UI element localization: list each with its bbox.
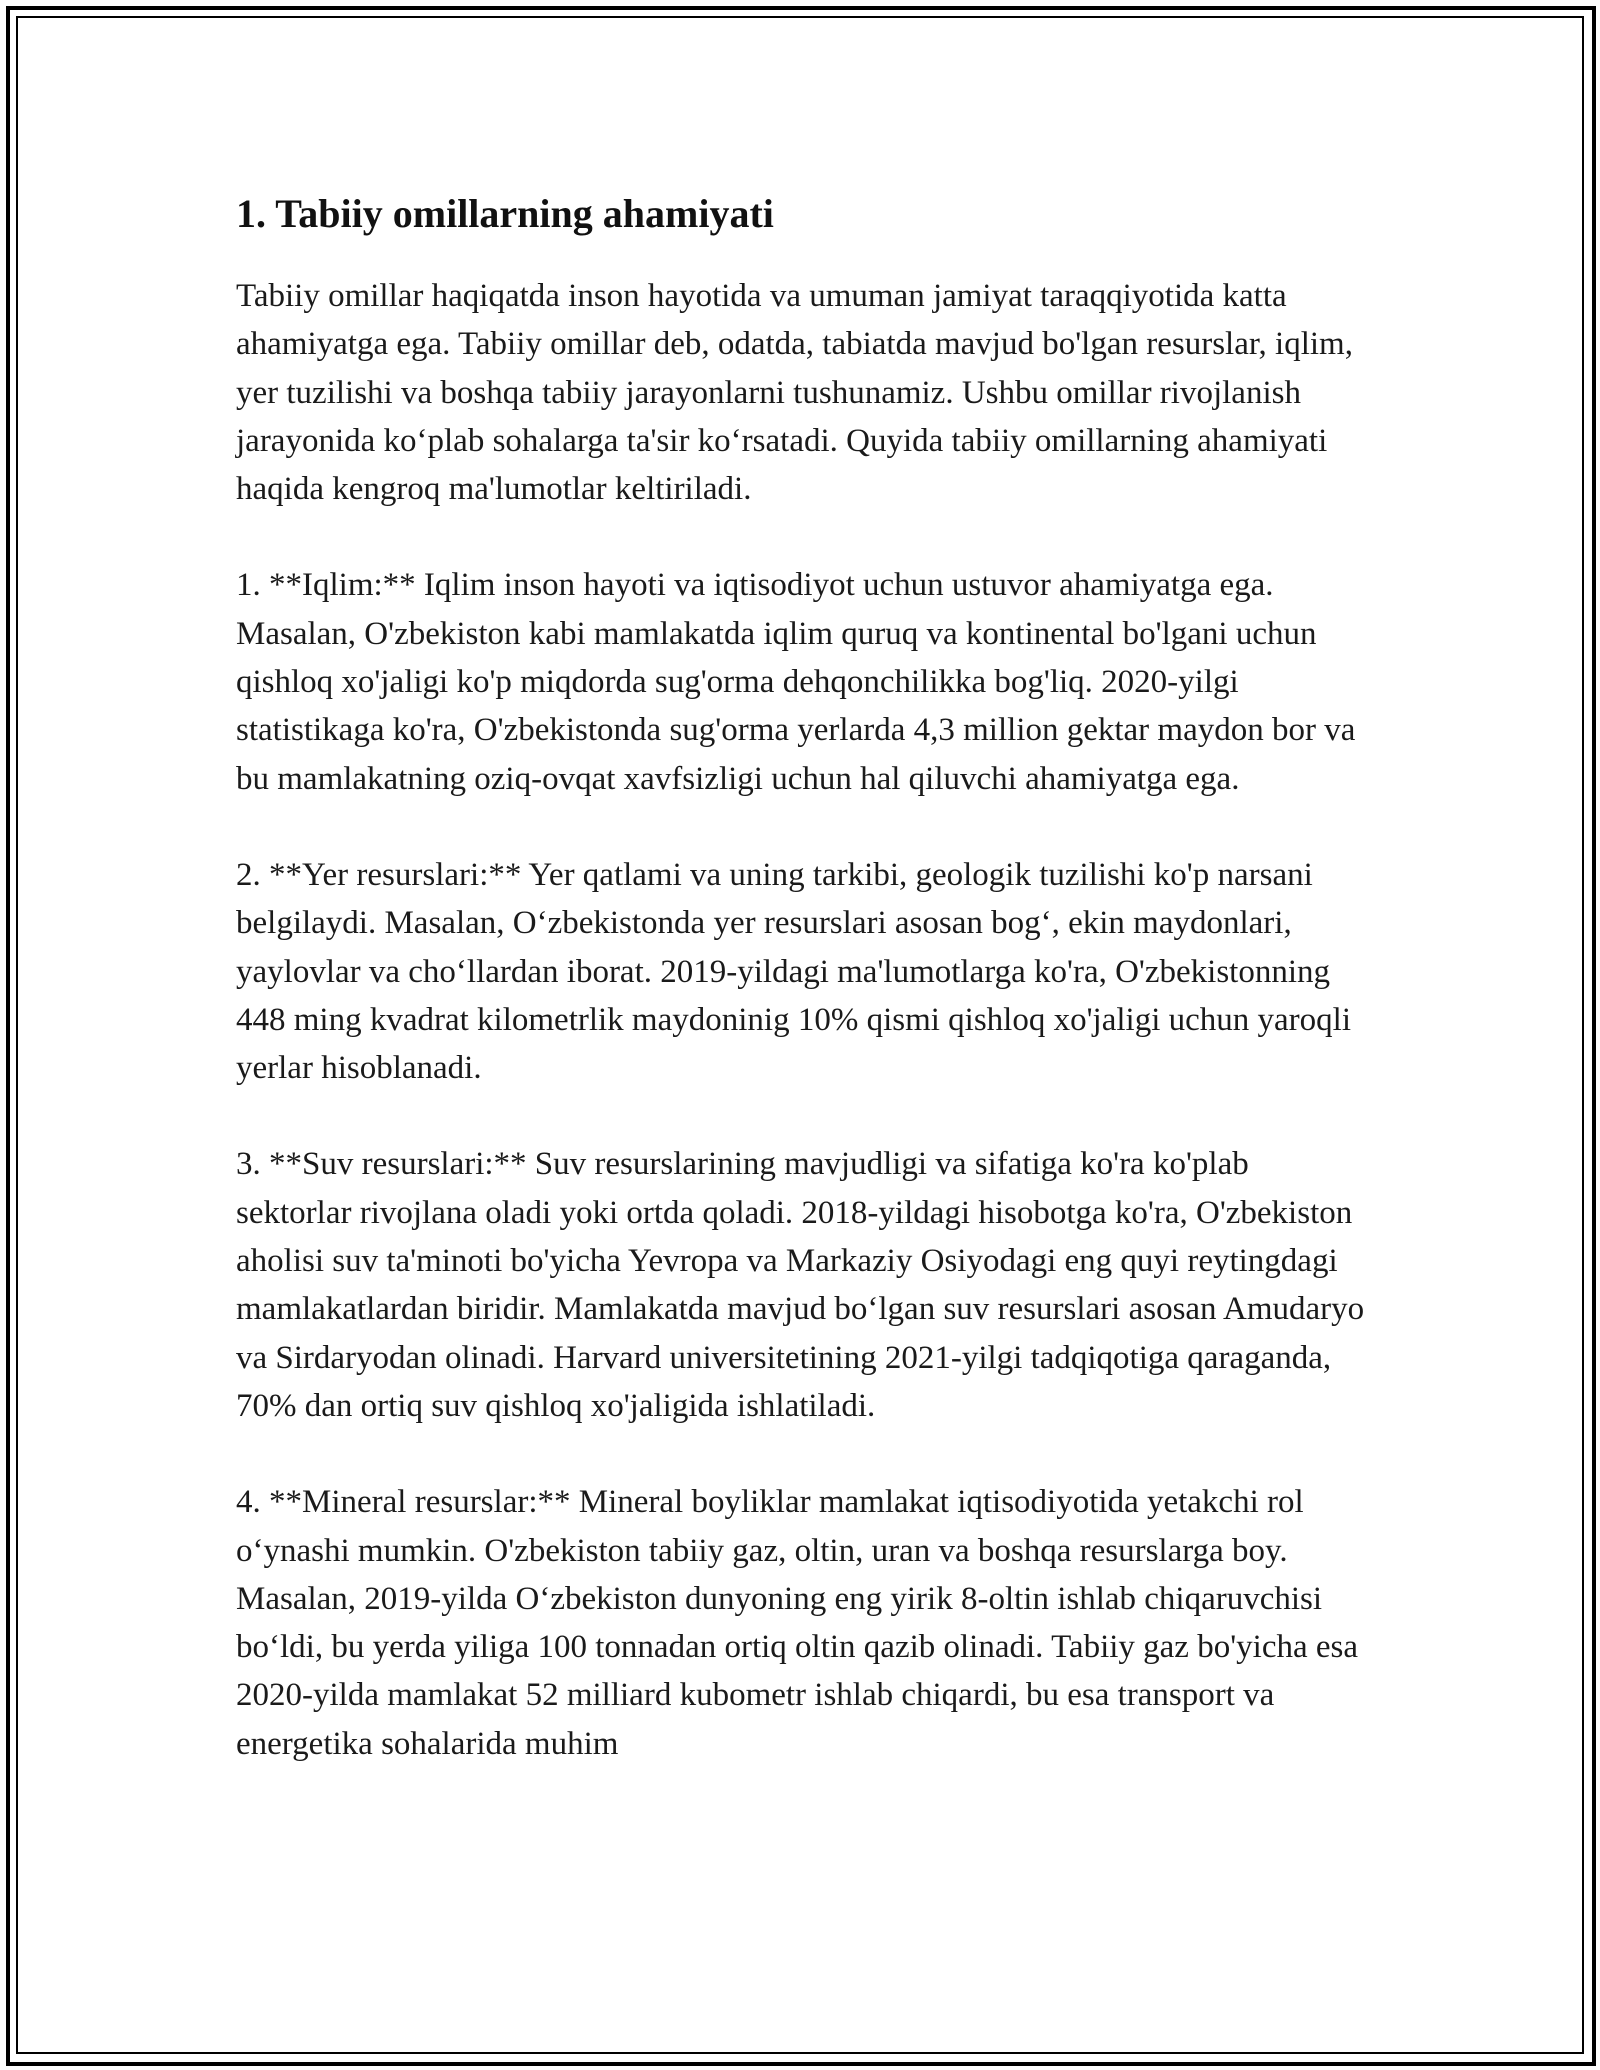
paragraph-climate: 1. **Iqlim:** Iqlim inson hayoti va iqtisodiyot uchun ustuvor ahamiyatga ega. Masalan, O'zbekiston kabi mamlakatda iqlim quruq va kontinental bo'lgani uchun qishloq xo'jaligi ko'p miqdorda sug'orma dehqonchilikka bog'liq. 2020-yilgi statistikaga ko'ra, O'zbekistonda sug'orma yerlarda 4,3 million gektar maydon bor va bu mamlakatning oziq-ovqat xavfsizligi uchun hal qiluvchi ahamiyatga ega. bbox=[236, 567, 1356, 797]
paragraph-water-resources: 3. **Suv resurslari:** Suv resurslarining mavjudligi va sifatiga ko'ra ko'plab sektorlar rivojlana oladi yoki ortda qoladi. 2018-yildagi hisobotga ko'ra, O'zbekiston aholisi suv ta'minoti bo'yicha Yevropa va Markaziy Osiyodagi eng quyi reytingdagi mamlakatlardan biridir. Mamlakatda mavjud bo‘lgan suv resurslari asosan Amudaryo va Sirdaryodan olinadi. Harvard universitetining 2021-yilgi tadqiqotiga qaraganda, 70% dan ortiq suv qishloq xo'jaligida ishlatiladi. bbox=[236, 1146, 1365, 1424]
paragraph-land-resources: 2. **Yer resurslari:** Yer qatlami va uning tarkibi, geologik tuzilishi ko'p narsani belgilaydi. Masalan, O‘zbekistonda yer resurslari asosan bog‘, ekin maydonlari, yaylovlar va cho‘llardan iborat. 2019-yildagi ma'lumotlarga ko'ra, O'zbekistonning 448 ming kvadrat kilometrlik maydoninig 10% qismi qishloq xo'jaligi uchun yaroqli yerlar hisoblanadi. bbox=[236, 856, 1351, 1087]
paragraph-intro: Tabiiy omillar haqiqatda inson hayotida va umuman jamiyat taraqqiyotida katta ahamiyatga ega. Tabiiy omillar deb, odatda, tabiatda mavjud bo'lgan resurslar, iqlim, yer tuzilishi va boshqa tabiiy jarayonlarni tushunamiz. Ushbu omillar rivojlanish jarayonida ko‘plab sohalarga ta'sir ko‘rsatadi. Quyida tabiiy omillarning ahamiyati haqida kengroq ma'lumotlar keltiriladi. bbox=[236, 278, 1353, 508]
document-body bbox=[236, 186, 1366, 1816]
paragraph-mineral-resources: 4. **Mineral resurslar:** Mineral boyliklar mamlakat iqtisodiyotida yetakchi rol o‘ynashi mumkin. O'zbekiston tabiiy gaz, oltin, uran va boshqa resurslarga boy. Masalan, 2019-yilda O‘zbekiston dunyoning eng yirik 8-oltin ishlab chiqaruvchisi bo‘ldi, bu yerda yiliga 100 tonnadan ortiq oltin qazib olinadi. Tabiiy gaz bo'yicha esa 2020-yilda mamlakat 52 milliard kubometr ishlab chiqardi, bu esa transport va energetika sohalarida muhim bbox=[236, 1484, 1358, 1762]
document-title: 1. Tabiiy omillarning ahamiyati bbox=[236, 191, 774, 236]
